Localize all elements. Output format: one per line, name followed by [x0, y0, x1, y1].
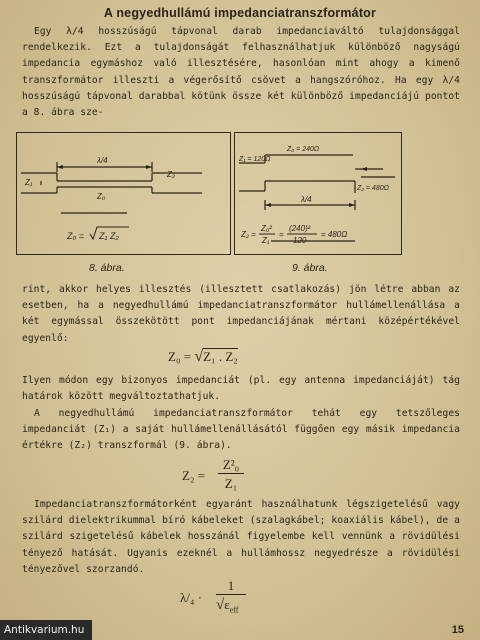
fig8-formula-rhs: Z₁ Z₂	[99, 231, 119, 241]
formula-z0-rhs: Z₁ . Z₂	[203, 349, 238, 364]
figure-9-box	[234, 132, 402, 255]
formula-z2-numerator: Z²₀	[218, 457, 244, 474]
fig8-label-z1: Z₁	[25, 178, 33, 187]
formula-z0	[168, 348, 238, 366]
paragraph-4-text: A negyedhullámú impedanciatranszformátor tehát egy tetszőleges impedanciát (Z₁) a saját hullámellenállásától függően egy másik impedancia értékre (Z₂) transzformál (9. ábra).	[22, 408, 460, 452]
paragraph-1	[22, 24, 460, 121]
fig9-eq-num1: Z₀²	[261, 224, 272, 233]
paragraph-2: rint, akkor helyes illesztés (illesztett csatlakozás) jön létre abban az esetben, ha a negyedhullámú impedanciatranszformátor hullámellenállása a két egymással összekötött pont impedanciájának mértani középértékével egyenlő:	[22, 284, 460, 344]
paragraph-4	[22, 406, 460, 455]
paragraph-5	[22, 497, 460, 578]
formula-z2-denominator: Z₁	[224, 476, 238, 491]
fig9-label-l4: λ/4	[301, 195, 312, 204]
fig9-eq-result: = 480Ω	[321, 230, 348, 239]
fig9-eq-num2: (240)²	[289, 224, 311, 233]
fig8-label-z2: Z₂	[167, 170, 175, 179]
page-number: 15	[451, 624, 464, 636]
fig9-label-z0: Z₀ = 240Ω	[287, 146, 320, 153]
formula-shortening-numerator: 1	[216, 578, 246, 595]
paragraph-3: Ilyen módon egy bizonyos impedanciát (pl. egy antenna impedanciáját) tág határok között megváltoztathatjuk.	[22, 375, 460, 403]
formula-z0-lhs: Z₀ =	[168, 349, 192, 364]
fig9-eq-den1: Z₁	[262, 236, 270, 245]
watermark: Antikvarium.hu	[0, 620, 92, 640]
paragraph-1-text: Egy λ/4 hosszúságú tápvonal darab impedanciaváltó tulajdonsággal rendelkezik. Ezt a tulajdonságát felhasználhatjuk különböző nagyságú impedancia egymáshoz való illesztésére, hasonlóan mint ahogy a kimenő transzformátor illeszti a végerősítő csövet a hangszóróhoz. Ha egy λ/4 hosszúságú tápvonal darabbal kötünk össze két különböző impedanciájú pontot a 8. ábra sze-	[22, 26, 460, 119]
figure-9-diagram	[235, 133, 401, 254]
section-title: A negyedhullámú impedanciatranszformátor	[103, 6, 377, 20]
fig9-eq-equals: =	[279, 230, 284, 239]
figure-8-diagram	[17, 133, 230, 254]
fig9-eq-lhs: Z₂ =	[241, 230, 256, 239]
fig8-label-l4: λ/4	[97, 156, 108, 165]
paragraph-5-text: Impedanciatranszformátorként egyaránt használhatunk légszigetelésű vagy szilárd dielektrikummal bíró kábeleket (szalagkábel; koaxiális kábel), de a szilárd szigetelésű kábelek hosszánál figyelembe kell vennünk a rövidülési tényező hatását. Ugyanis ezeknél a hullámhossz negyedrésze a rövidülési tényezővel szorzandó.	[22, 499, 460, 575]
figure-8-caption: 8. ábra.	[89, 262, 125, 274]
figure-9-caption: 9. ábra.	[292, 262, 328, 274]
formula-shortening-lhs: λ/₄ ·	[180, 590, 203, 605]
formula-shortening-denominator: $√\varepsilon_{eff}$	[216, 597, 239, 615]
fig9-eq-den2: 120	[293, 236, 307, 245]
fig9-label-z2-out: Z₂ = 480Ω	[357, 185, 389, 192]
formula-z2-lhs: Z₂ =	[182, 468, 206, 483]
fig8-label-z0: Z₀	[97, 192, 106, 201]
figure-8-box	[16, 132, 231, 255]
formula-z0-sqrt-sign: √	[194, 348, 204, 365]
fig9-label-z1-in: Z₁ = 120Ω	[239, 156, 271, 163]
fig8-formula-lhs: Z₀ =	[67, 231, 85, 241]
